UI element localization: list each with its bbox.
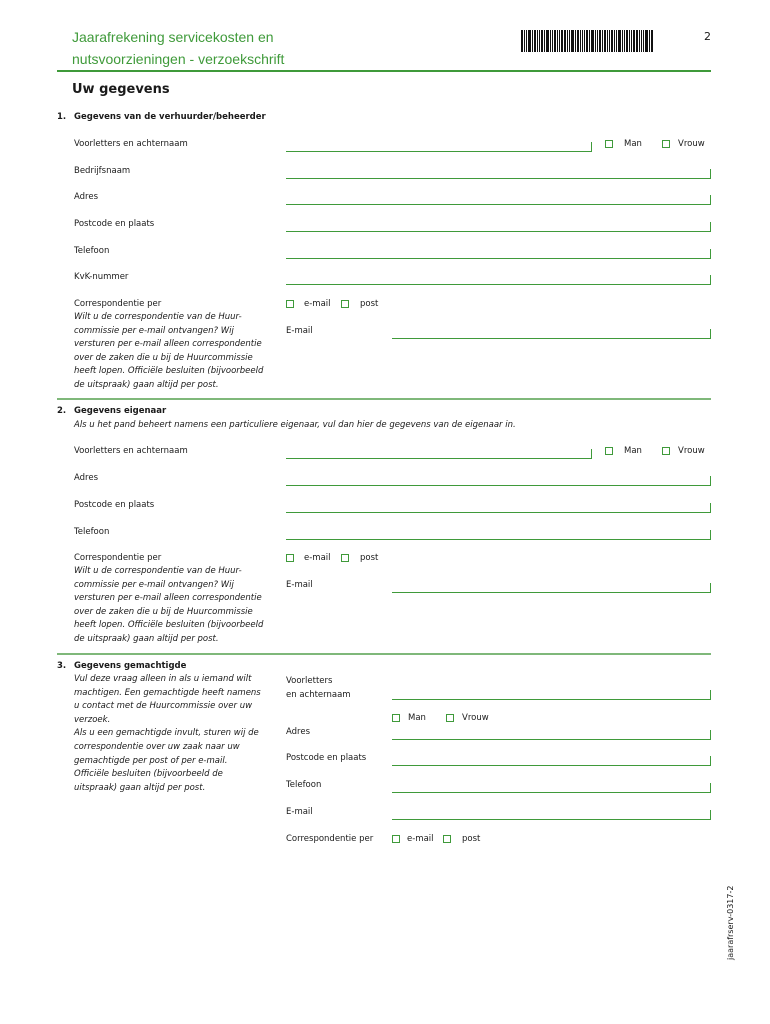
barcode-bar: [629, 30, 630, 52]
proxy-email-label: E-mail: [286, 807, 313, 817]
note-line: gemachtigde per post of per e-mail.: [74, 755, 228, 766]
field-end-tick: [710, 476, 711, 485]
owner-corr-note: [74, 565, 263, 647]
barcode-bar: [624, 30, 625, 52]
landlord-corr-note: [74, 311, 263, 393]
proxy-postcode-field[interactable]: [392, 765, 711, 766]
note-line: Officiële besluiten (bijvoorbeeld de: [74, 769, 223, 780]
section1-number: 1.: [57, 112, 67, 122]
field-end-tick: [710, 275, 711, 284]
landlord-corr-label: Correspondentie per: [74, 299, 162, 309]
proxy-man-label: Man: [408, 713, 426, 723]
proxy-name-label: [286, 674, 351, 702]
owner-email-field[interactable]: [392, 592, 711, 593]
form-title-line1: Jaarafrekening servicekosten en: [72, 29, 274, 45]
field-end-tick: [710, 530, 711, 539]
barcode-bar: [546, 30, 549, 52]
barcode-bar: [607, 30, 608, 52]
barcode-bar: [539, 30, 540, 52]
barcode-bar: [584, 30, 585, 52]
section1-title: Gegevens van de verhuurder/beheerder: [74, 112, 266, 122]
owner-address-label: Adres: [74, 473, 99, 483]
barcode-bar: [528, 30, 531, 52]
section3-note: [74, 673, 261, 795]
proxy-name-label-line2: en achternaam: [286, 690, 351, 700]
barcode-bar: [557, 30, 558, 52]
owner-name-label: Voorletters en achternaam: [74, 446, 188, 456]
owner-man-checkbox[interactable]: [605, 447, 613, 455]
note-line: correspondentie over uw zaak naar uw: [74, 741, 240, 752]
proxy-phone-field[interactable]: [392, 792, 711, 793]
barcode-bar: [526, 30, 527, 52]
barcode-bar: [591, 30, 594, 52]
barcode-bar: [636, 30, 638, 52]
landlord-postcode-label: Postcode en plaats: [74, 219, 155, 229]
form-title: [72, 26, 284, 70]
barcode-bar: [611, 30, 613, 52]
landlord-postcode-field[interactable]: [286, 231, 711, 232]
barcode-bar: [609, 30, 610, 52]
barcode-bar: [554, 30, 556, 52]
owner-corr-label: Correspondentie per: [74, 553, 162, 563]
barcode-bar: [521, 30, 523, 52]
proxy-name-label-line1: Voorletters: [286, 676, 333, 686]
proxy-name-field[interactable]: [392, 699, 711, 700]
barcode-bar: [595, 30, 596, 52]
owner-man-label: Man: [624, 446, 642, 456]
landlord-email-label: E-mail: [286, 326, 313, 336]
field-end-tick: [710, 690, 711, 699]
barcode-bar: [541, 30, 543, 52]
field-end-tick: [710, 503, 711, 512]
landlord-vrouw-checkbox[interactable]: [662, 140, 670, 148]
barcode-bar: [631, 30, 632, 52]
landlord-vrouw-label: Vrouw: [678, 139, 705, 149]
field-end-tick: [710, 730, 711, 739]
proxy-email-field[interactable]: [392, 819, 711, 820]
barcode-bar: [559, 30, 560, 52]
barcode-bar: [643, 30, 644, 52]
field-end-tick: [710, 195, 711, 204]
barcode-bar: [604, 30, 606, 52]
owner-postcode-field[interactable]: [286, 512, 711, 513]
landlord-address-label: Adres: [74, 192, 99, 202]
owner-email-label: E-mail: [286, 580, 313, 590]
proxy-post-option: post: [462, 834, 481, 844]
company-field[interactable]: [286, 178, 711, 179]
note-line: over de zaken die u bij de Huurcommissie: [74, 352, 253, 363]
barcode-bar: [552, 30, 553, 52]
barcode-bar: [537, 30, 538, 52]
field-end-tick: [710, 756, 711, 765]
landlord-name-label: Voorletters en achternaam: [74, 139, 188, 149]
barcode-bar: [651, 30, 653, 52]
barcode-bar: [599, 30, 601, 52]
barcode-bar: [626, 30, 628, 52]
proxy-vrouw-label: Vrouw: [462, 713, 489, 723]
proxy-address-field[interactable]: [392, 739, 711, 740]
section-divider: [57, 398, 711, 400]
owner-postcode-label: Postcode en plaats: [74, 500, 155, 510]
form-code: jaarafrserv-0317-2: [726, 885, 735, 960]
field-end-tick: [710, 810, 711, 819]
barcode-bar: [575, 30, 576, 52]
field-end-tick: [710, 249, 711, 258]
kvk-label: KvK-nummer: [74, 272, 129, 282]
barcode-bar: [597, 30, 598, 52]
note-line: versturen per e-mail alleen correspondentie: [74, 593, 262, 604]
owner-post-checkbox[interactable]: [341, 554, 349, 562]
barcode-bar: [649, 30, 650, 52]
field-end-tick: [710, 583, 711, 592]
note-line: Als u een gemachtigde invult, sturen wij de: [74, 728, 259, 739]
section2-number: 2.: [57, 406, 67, 416]
barcode-bar: [564, 30, 566, 52]
barcode-bar: [569, 30, 570, 52]
proxy-email-option: e-mail: [407, 834, 434, 844]
proxy-corr-label: Correspondentie per: [286, 834, 374, 844]
barcode-bar: [561, 30, 563, 52]
field-end-tick: [591, 142, 592, 151]
proxy-post-checkbox[interactable]: [443, 835, 451, 843]
barcode-bar: [645, 30, 648, 52]
header-rule: [57, 70, 711, 72]
barcode-bar: [580, 30, 581, 52]
field-end-tick: [710, 329, 711, 338]
landlord-email-field[interactable]: [392, 338, 711, 339]
note-line: versturen per e-mail alleen correspondentie: [74, 339, 262, 350]
barcode-bar: [567, 30, 568, 52]
note-line: Wilt u de correspondentie van de Huur-: [74, 312, 242, 322]
company-label: Bedrijfsnaam: [74, 166, 131, 176]
landlord-post-checkbox[interactable]: [341, 300, 349, 308]
field-end-tick: [710, 169, 711, 178]
barcode-bar: [571, 30, 574, 52]
owner-phone-label: Telefoon: [74, 527, 110, 537]
landlord-phone-field[interactable]: [286, 258, 711, 259]
form-title-line2: nutsvoorzieningen - verzoekschrift: [72, 51, 285, 67]
barcode-bar: [602, 30, 603, 52]
note-line: verzoek.: [74, 714, 111, 725]
barcode-bar: [633, 30, 635, 52]
owner-email-option: e-mail: [304, 553, 331, 563]
barcode-bar: [641, 30, 642, 52]
field-end-tick: [710, 222, 711, 231]
owner-phone-field[interactable]: [286, 539, 711, 540]
landlord-phone-label: Telefoon: [74, 246, 110, 256]
barcode-bar: [616, 30, 617, 52]
barcode-bar: [577, 30, 579, 52]
note-line: heeft lopen. Officiële besluiten (bijvoorbeeld: [74, 366, 264, 377]
barcode-bar: [618, 30, 621, 52]
barcode-bar: [622, 30, 623, 52]
note-line: Vul deze vraag alleen in als u iemand wilt: [74, 674, 252, 684]
note-line: commissie per e-mail ontvangen? Wij: [74, 579, 234, 590]
note-line: machtigen. Een gemachtigde heeft namens: [74, 687, 261, 698]
landlord-email-checkbox[interactable]: [286, 300, 294, 308]
barcode-bar: [544, 30, 545, 52]
proxy-address-label: Adres: [286, 727, 311, 737]
proxy-phone-label: Telefoon: [286, 780, 322, 790]
page-heading: Uw gegevens: [72, 82, 170, 97]
section2-note: Als u het pand beheert namens een particuliere eigenaar, vul dan hier de gegevens van de eigenaar in.: [74, 420, 516, 430]
barcode-bar: [532, 30, 533, 52]
barcode-bar: [534, 30, 536, 52]
owner-address-field[interactable]: [286, 485, 711, 486]
proxy-man-checkbox[interactable]: [392, 714, 400, 722]
barcode-bar: [582, 30, 583, 52]
section2-title: Gegevens eigenaar: [74, 406, 167, 416]
proxy-postcode-label: Postcode en plaats: [286, 753, 367, 763]
proxy-vrouw-checkbox[interactable]: [446, 714, 454, 722]
section3-title: Gegevens gemachtigde: [74, 661, 187, 671]
note-line: over de zaken die u bij de Huurcommissie: [74, 606, 253, 617]
landlord-man-label: Man: [624, 139, 642, 149]
note-line: de uitspraak) gaan altijd per post.: [74, 633, 219, 644]
owner-post-option: post: [360, 553, 379, 563]
note-line: commissie per e-mail ontvangen? Wij: [74, 325, 234, 336]
landlord-address-field[interactable]: [286, 204, 711, 205]
note-line: u contact met de Huurcommissie over uw: [74, 701, 253, 712]
landlord-post-option: post: [360, 299, 379, 309]
landlord-man-checkbox[interactable]: [605, 140, 613, 148]
landlord-email-option: e-mail: [304, 299, 331, 309]
note-line: Wilt u de correspondentie van de Huur-: [74, 566, 242, 576]
section3-number: 3.: [57, 661, 67, 671]
owner-vrouw-label: Vrouw: [678, 446, 705, 456]
note-line: de uitspraak) gaan altijd per post.: [74, 379, 219, 390]
owner-vrouw-checkbox[interactable]: [662, 447, 670, 455]
barcode-bar: [614, 30, 615, 52]
barcode-bar: [589, 30, 590, 52]
owner-name-field[interactable]: [286, 458, 592, 459]
field-end-tick: [710, 783, 711, 792]
kvk-field[interactable]: [286, 284, 711, 285]
owner-email-checkbox[interactable]: [286, 554, 294, 562]
note-line: uitspraak) gaan altijd per post.: [74, 782, 206, 793]
barcode-bar: [586, 30, 588, 52]
section-divider: [57, 653, 711, 655]
barcode-bar: [639, 30, 640, 52]
barcode-bar: [550, 30, 551, 52]
page-number: 2: [704, 30, 711, 43]
barcode-bar: [524, 30, 525, 52]
field-end-tick: [591, 449, 592, 458]
proxy-email-checkbox[interactable]: [392, 835, 400, 843]
note-line: heeft lopen. Officiële besluiten (bijvoorbeeld: [74, 620, 264, 631]
landlord-name-field[interactable]: [286, 151, 592, 152]
barcode: [521, 30, 657, 52]
